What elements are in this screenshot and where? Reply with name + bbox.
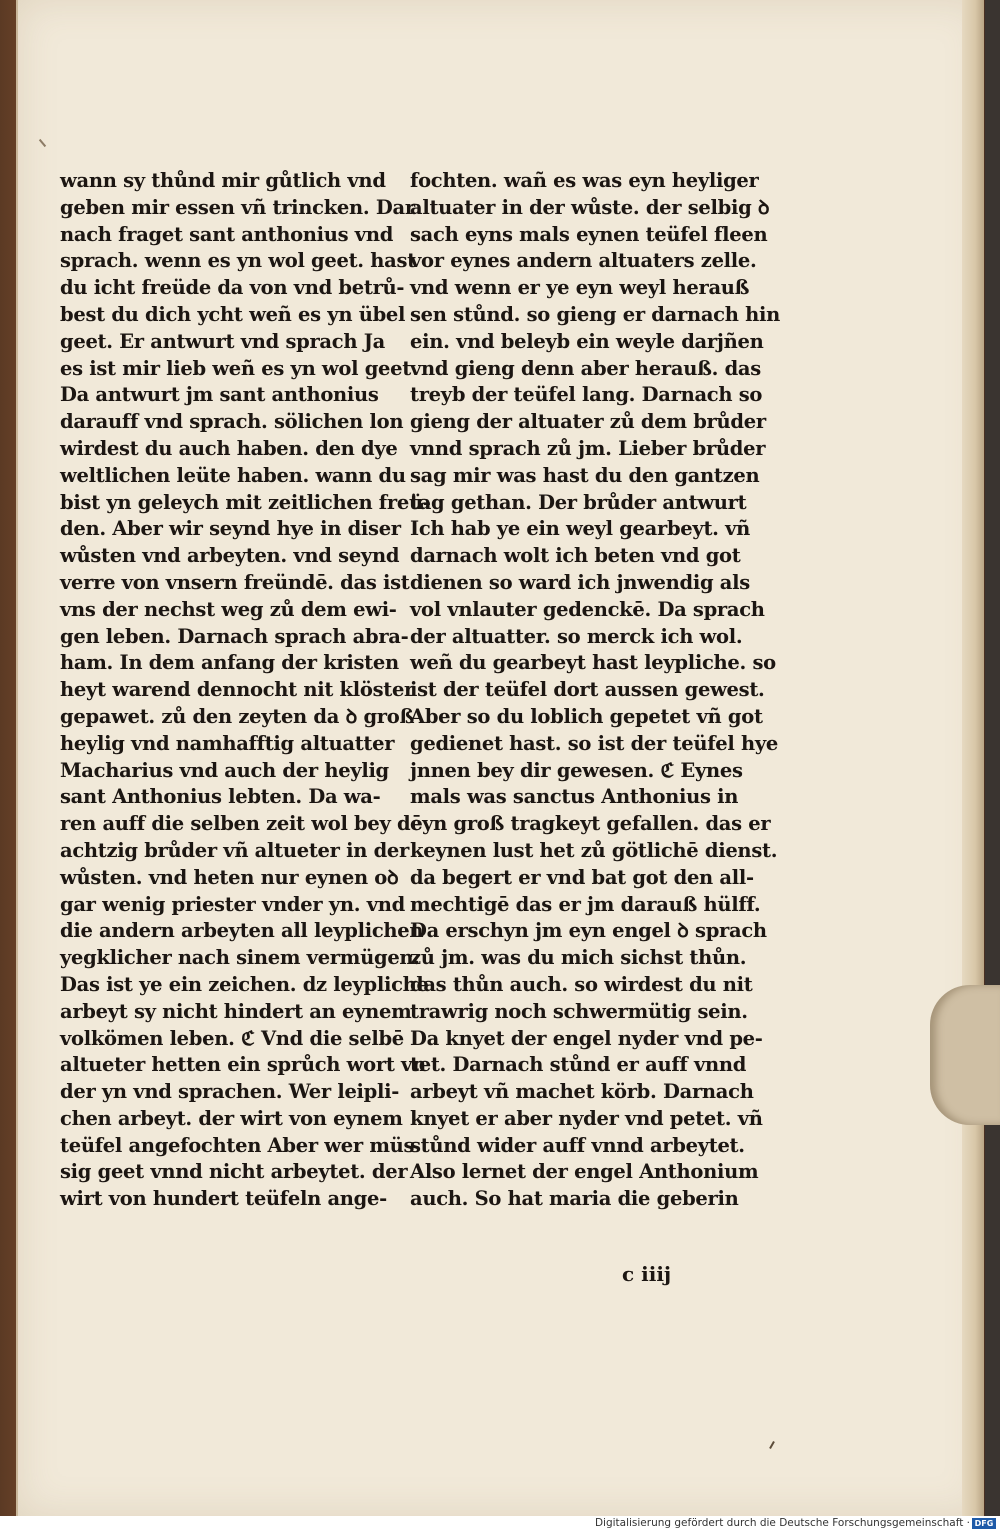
text-line: ein. vnd beleyb ein weyle darjñen	[410, 329, 764, 353]
text-line: darnach wolt ich beten vnd got	[410, 544, 741, 568]
text-line: tag gethan. Der brůder antwurt	[410, 490, 747, 514]
text-line: knyet er aber nyder vnd petet. vñ	[410, 1106, 763, 1130]
text-line: ham. In dem anfang der kristen	[60, 651, 399, 675]
text-line: teüfel angefochten Aber wer müs	[60, 1133, 415, 1157]
text-line: auch. So hat maria die geberin	[410, 1187, 739, 1211]
text-line: das thůn auch. so wirdest du nit	[410, 972, 753, 996]
text-line: trawrig noch schwermütig sein.	[410, 999, 748, 1023]
text-line: Ich hab ye ein weyl gearbeyt. vñ	[410, 517, 751, 541]
text-line: darauff vnd sprach. sölichen lon	[60, 410, 404, 434]
text-line: heyt warend dennocht nit klöster	[60, 678, 415, 702]
text-line: stůnd wider auff vnnd arbeytet.	[410, 1133, 745, 1157]
text-line: dienen so ward ich jnwendig als	[410, 570, 750, 594]
text-line: altueter hetten ein sprůch wort vn	[60, 1053, 426, 1077]
text-line: vnd gieng denn aber herauß. das	[410, 356, 761, 380]
text-line: gepawet. zů den zeyten da ꝺ groß	[60, 704, 414, 728]
text-line: Da antwurt jm sant anthonius	[60, 383, 379, 407]
text-line: Also lernet der engel Anthonium	[410, 1160, 759, 1184]
text-line: ist der teüfel dort aussen gewest.	[410, 678, 765, 702]
text-line: mechtigē das er jm darauß hülff.	[410, 892, 761, 916]
text-line: es ist mir lieb weñ es yn wol geet	[60, 356, 411, 380]
text-line: vnd wenn er ye eyn weyl herauß	[410, 276, 750, 300]
text-line: Da knyet der engel nyder vnd pe-	[410, 1026, 763, 1050]
text-line: Aber so du loblich gepetet vñ got	[410, 704, 763, 728]
text-line: treyb der teüfel lang. Darnach so	[410, 383, 763, 407]
text-line: Das ist ye ein zeichen. dz leypliche	[60, 972, 429, 996]
page-edge	[962, 0, 984, 1516]
text-line: sant Anthonius lebten. Da wa-	[60, 785, 381, 809]
text-line: yegklicher nach sinem vermügen.	[60, 946, 420, 970]
text-line: vol vnlauter gedenckē. Da sprach	[410, 597, 765, 621]
text-line: gen leben. Darnach sprach abra-	[60, 624, 409, 648]
text-line: achtzig brůder vñ altueter in der	[60, 838, 409, 862]
left-text-column	[60, 168, 431, 1213]
text-line: vnnd sprach zů jm. Lieber brůder	[410, 436, 766, 460]
text-line: geet. Er antwurt vnd sprach Ja	[60, 329, 385, 353]
text-line: der altuatter. so merck ich wol.	[410, 624, 743, 648]
text-line: nach fraget sant anthonius vnd	[60, 222, 394, 246]
right-text-column	[410, 168, 780, 1213]
dfg-logo: DFG	[972, 1518, 996, 1529]
text-line: verre von vnsern freündē. das ist	[60, 570, 410, 594]
text-line: bist yn geleych mit zeitlichen freü-	[60, 490, 431, 514]
text-line: mals was sanctus Anthonius in	[410, 785, 739, 809]
text-line: geben mir essen vñ trincken. Dar	[60, 195, 415, 219]
text-line: gieng der altuater zů dem brůder	[410, 410, 766, 434]
text-line: keynen lust het zů götlichē dienst.	[410, 838, 778, 862]
text-line: wirdest du auch haben. den dye	[60, 436, 398, 460]
text-line: altuater in der wůste. der selbig ꝺ	[410, 195, 770, 219]
text-line: wůsten vnd arbeyten. vnd seynd	[60, 544, 400, 568]
text-line: sprach. wenn es yn wol geet. hast	[60, 249, 416, 273]
text-line: Da erschyn jm eyn engel ꝺ sprach	[410, 919, 767, 943]
text-line: gar wenig priester vnder yn. vnd	[60, 892, 405, 916]
page-tab-notch	[930, 985, 1000, 1125]
text-line: du icht freüde da von vnd betrů-	[60, 276, 405, 300]
text-line: sag mir was hast du den gantzen	[410, 463, 760, 487]
text-line: da begert er vnd bat got den all-	[410, 865, 754, 889]
text-line: sig geet vnnd nicht arbeytet. der	[60, 1160, 408, 1184]
footer-bar	[0, 1516, 1000, 1532]
text-line: arbeyt sy nicht hindert an eynem	[60, 999, 412, 1023]
text-line: heylig vnd namhafftig altuatter	[60, 731, 395, 755]
text-line: arbeyt vñ machet körb. Darnach	[410, 1080, 754, 1104]
text-line: tet. Darnach stůnd er auff vnnd	[410, 1053, 747, 1077]
text-line: fochten. wañ es was eyn heyliger	[410, 169, 759, 192]
text-line: die andern arbeyten all leyplichen	[60, 919, 424, 943]
text-line: vns der nechst weg zů dem ewi-	[60, 597, 397, 621]
text-line: der yn vnd sprachen. Wer leipli-	[60, 1080, 400, 1104]
text-line: weñ du gearbeyt hast leypliche. so	[410, 651, 776, 675]
text-line: eyn groß tragkeyt gefallen. das er	[410, 812, 771, 836]
text-line: volkömen leben. ℭ Vnd die selbē	[60, 1026, 404, 1050]
text-line: gedienet hast. so ist der teüfel hye	[410, 731, 779, 755]
text-line: ren auff die selben zeit wol bey dē	[60, 812, 423, 836]
text-line: wůsten. vnd heten nur eynen oꝺ	[60, 865, 399, 889]
footer-credit: Digitalisierung gefördert durch die Deutsche Forschungsgemeinschaft ·	[594, 1517, 970, 1529]
text-line: vor eynes andern altuaters zelle.	[410, 249, 757, 273]
text-line: sen stůnd. so gieng er darnach hin	[410, 302, 780, 326]
text-line: wann sy thůnd mir gůtlich vnd	[60, 169, 386, 192]
text-line: best du dich ycht weñ es yn übel	[60, 302, 406, 326]
text-line: den. Aber wir seynd hye in diser	[60, 517, 401, 541]
text-line: jnnen bey dir gewesen. ℭ Eynes	[410, 758, 743, 782]
text-line: Macharius vnd auch der heylig	[60, 758, 389, 782]
text-line: wirt von hundert teüfeln ange-	[60, 1187, 387, 1211]
text-line: chen arbeyt. der wirt von eynem	[60, 1106, 403, 1130]
signature-mark: c iiij	[622, 1262, 672, 1286]
text-line: sach eyns mals eynen teüfel fleen	[410, 222, 768, 246]
text-line: weltlichen leüte haben. wann du	[60, 463, 406, 487]
text-line: zů jm. was du mich sichst thůn.	[410, 946, 747, 970]
